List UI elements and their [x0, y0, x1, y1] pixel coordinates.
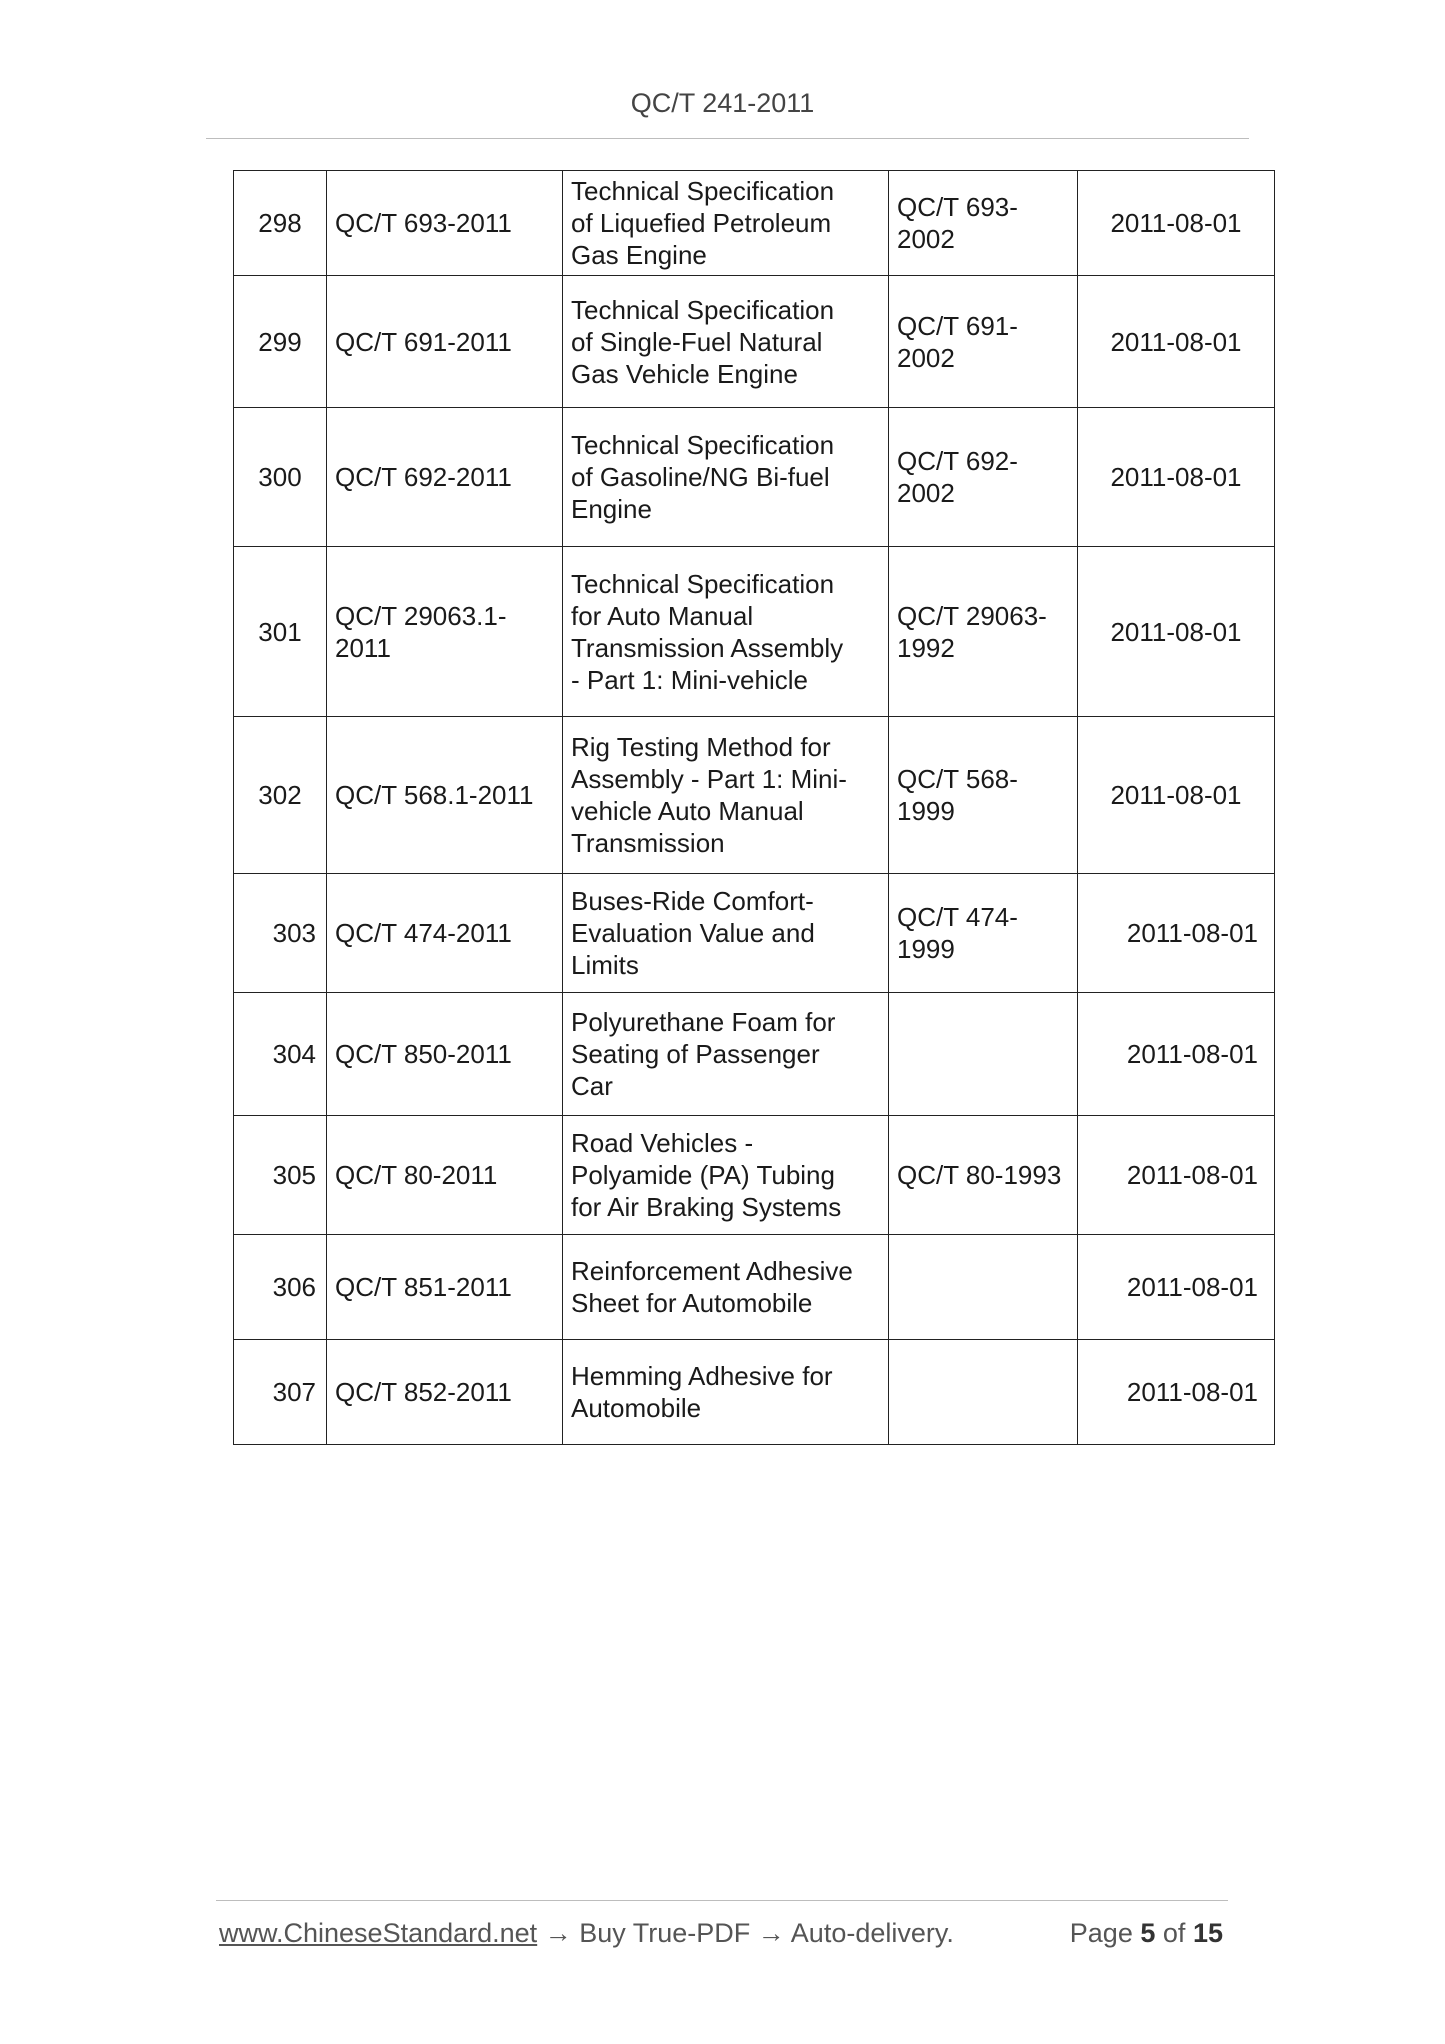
- code-line: 2011: [335, 632, 391, 663]
- standard-code: QC/T 850-2011: [327, 993, 563, 1116]
- standard-code: QC/T 568.1-2011: [327, 717, 563, 874]
- standard-code: QC/T 80-2011: [327, 1116, 563, 1235]
- implementation-date: 2011-08-01: [1078, 276, 1275, 408]
- implementation-date: 2011-08-01: [1078, 1340, 1275, 1445]
- standard-code: [327, 547, 563, 717]
- replaced-standard: QC/T 80-1993: [889, 1116, 1078, 1235]
- title-line: Technical Specification: [571, 294, 835, 325]
- title-line: Hemming Adhesive for: [571, 1361, 833, 1391]
- standard-title: [563, 874, 889, 993]
- table-row: [234, 547, 1275, 717]
- title-line: Transmission Assembly: [571, 632, 844, 663]
- title-line: Gas Vehicle Engine: [571, 358, 798, 389]
- implementation-date: 2011-08-01: [1078, 1116, 1275, 1235]
- table-row: [234, 1116, 1275, 1235]
- title-line: Technical Specification: [571, 430, 835, 460]
- title-line: Technical Specification: [571, 568, 835, 599]
- replaced-standard: QC/T 693-2002: [889, 171, 1078, 276]
- replaced-standard: [889, 1340, 1078, 1445]
- title-line: Car: [571, 1071, 613, 1101]
- standard-code: QC/T 851-2011: [327, 1235, 563, 1340]
- row-number: 302: [234, 717, 327, 874]
- page-header-title: QC/T 241-2011: [630, 88, 815, 118]
- standard-code: QC/T 691-2011: [327, 276, 563, 408]
- title-line: Buses-Ride Comfort-: [571, 886, 814, 916]
- header-divider: [206, 138, 1249, 139]
- replaced-line: QC/T 29063-: [897, 600, 1047, 631]
- page-current: 5: [1140, 1918, 1156, 1948]
- implementation-date: 2011-08-01: [1078, 408, 1275, 547]
- title-line: Automobile: [571, 1393, 702, 1423]
- page-indicator: [1070, 1918, 1223, 1949]
- table-row: [234, 993, 1275, 1116]
- replaced-standard: [889, 993, 1078, 1116]
- standard-title: [563, 547, 889, 717]
- table-row: [234, 717, 1275, 874]
- title-line: Seating of Passenger: [571, 1039, 820, 1069]
- row-number: 304: [234, 993, 327, 1116]
- replaced-standard: QC/T 691-2002: [889, 276, 1078, 408]
- page-label: Page: [1069, 1918, 1133, 1948]
- table-row: [234, 408, 1275, 547]
- page-total: 15: [1192, 1918, 1223, 1948]
- title-line: Technical Specification: [571, 176, 835, 206]
- delivery-text: Auto-delivery.: [790, 1918, 954, 1948]
- standard-code: QC/T 474-2011: [327, 874, 563, 993]
- standard-title: [563, 1235, 889, 1340]
- title-line: Reinforcement Adhesive: [571, 1256, 853, 1286]
- implementation-date: 2011-08-01: [1078, 993, 1275, 1116]
- page-of: of: [1162, 1918, 1186, 1948]
- row-number: 301: [234, 547, 327, 717]
- title-line: Evaluation Value and: [571, 918, 815, 948]
- site-link[interactable]: www.ChineseStandard.net: [219, 1918, 538, 1948]
- table-row: [234, 874, 1275, 993]
- standard-title: [563, 717, 889, 874]
- implementation-date: 2011-08-01: [1078, 1235, 1275, 1340]
- standard-title: [563, 1116, 889, 1235]
- title-line: Rig Testing Method for: [571, 732, 831, 762]
- title-line: vehicle Auto Manual: [571, 796, 804, 826]
- footer-divider: [216, 1900, 1228, 1901]
- code-line: QC/T 29063.1-: [335, 600, 507, 631]
- standard-title: [563, 408, 889, 547]
- row-number: 303: [234, 874, 327, 993]
- implementation-date: 2011-08-01: [1078, 171, 1275, 276]
- row-number: 307: [234, 1340, 327, 1445]
- title-line: Gas Engine: [571, 240, 707, 270]
- standard-title: [563, 993, 889, 1116]
- standard-code: QC/T 692-2011: [327, 408, 563, 547]
- standards-table: [233, 170, 1275, 1445]
- title-line: Transmission: [571, 828, 725, 858]
- row-number: 306: [234, 1235, 327, 1340]
- table-row: [234, 1235, 1275, 1340]
- title-line: Sheet for Automobile: [571, 1288, 813, 1318]
- row-number: 305: [234, 1116, 327, 1235]
- title-line: - Part 1: Mini-vehicle: [571, 664, 808, 695]
- standard-title: [563, 171, 889, 276]
- page-footer: [219, 1918, 1229, 1949]
- title-line: of Liquefied Petroleum: [571, 208, 832, 238]
- title-line: Assembly - Part 1: Mini-: [571, 764, 847, 794]
- standard-code: QC/T 693-2011: [327, 171, 563, 276]
- title-line: for Air Braking Systems: [571, 1192, 842, 1222]
- table-row: [234, 1340, 1275, 1445]
- buy-text: Buy True-PDF: [579, 1918, 751, 1948]
- title-line: Polyamide (PA) Tubing: [571, 1160, 835, 1190]
- table-row: [234, 276, 1275, 408]
- title-line: Engine: [571, 494, 652, 524]
- implementation-date: 2011-08-01: [1078, 874, 1275, 993]
- implementation-date: 2011-08-01: [1078, 547, 1275, 717]
- title-line: Limits: [571, 950, 639, 980]
- row-number: 298: [234, 171, 327, 276]
- replaced-line: 1992: [897, 632, 955, 663]
- title-line: Road Vehicles -: [571, 1128, 754, 1158]
- arrow-right-icon: →: [757, 1918, 785, 1948]
- title-line: of Single-Fuel Natural: [571, 326, 823, 357]
- standard-title: [563, 1340, 889, 1445]
- replaced-standard: [889, 1235, 1078, 1340]
- title-line: for Auto Manual: [571, 600, 754, 631]
- replaced-standard: [889, 547, 1078, 717]
- title-line: of Gasoline/NG Bi-fuel: [571, 462, 830, 492]
- standard-code: QC/T 852-2011: [327, 1340, 563, 1445]
- replaced-standard: QC/T 474-1999: [889, 874, 1078, 993]
- implementation-date: 2011-08-01: [1078, 717, 1275, 874]
- replaced-standard: QC/T 568-1999: [889, 717, 1078, 874]
- arrow-right-icon: →: [544, 1918, 572, 1948]
- standard-title: [563, 276, 889, 408]
- table-row: [234, 171, 1275, 276]
- row-number: 299: [234, 276, 327, 408]
- title-line: Polyurethane Foam for: [571, 1007, 836, 1037]
- replaced-standard: QC/T 692-2002: [889, 408, 1078, 547]
- row-number: 300: [234, 408, 327, 547]
